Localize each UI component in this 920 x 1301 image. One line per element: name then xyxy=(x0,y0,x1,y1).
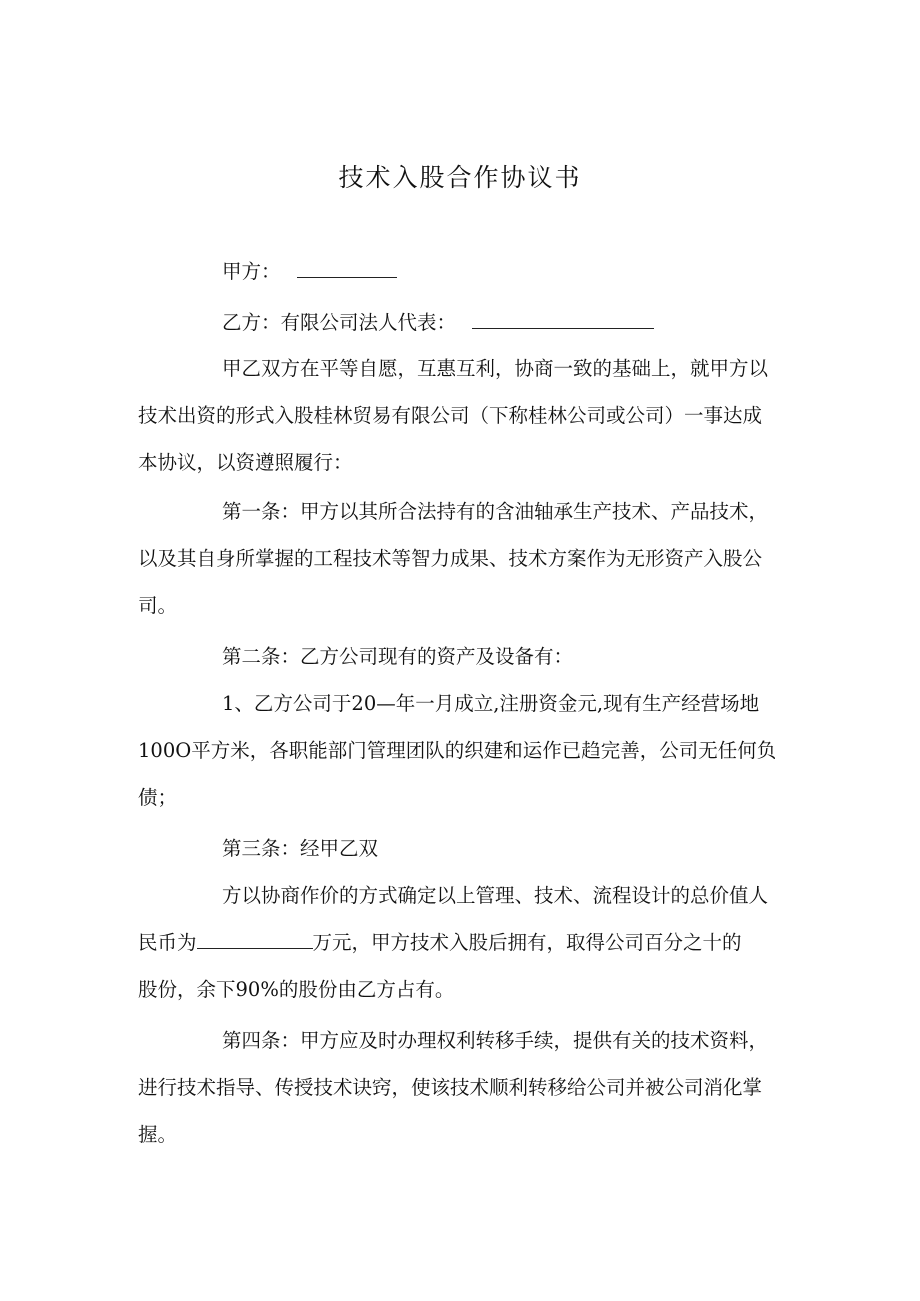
article-3-cont-line-2 xyxy=(138,929,742,957)
party-b-label: 乙方：有限公司法人代表： xyxy=(222,311,457,334)
party-a-line xyxy=(222,258,397,286)
document-title: 技术入股合作协议书 xyxy=(338,163,582,192)
party-a-blank xyxy=(297,259,397,278)
item-1-line-1: 1、乙方公司于20—年一月成立,注册资金元,现有生产经营场地 xyxy=(222,692,760,715)
price-prefix: 民币为 xyxy=(138,931,197,954)
price-blank xyxy=(197,930,313,949)
article-1-line-2: 以及其自身所掌握的工程技术等智力成果、技术方案作为无形资产入股公 xyxy=(138,547,763,570)
article-1-line-3: 司。 xyxy=(138,594,178,617)
article-3-cont-line-3: 股份，余下90%的股份由乙方占有。 xyxy=(138,978,455,1001)
article-3: 第三条：经甲乙双 xyxy=(222,837,379,860)
article-4-line-3: 握。 xyxy=(138,1123,178,1146)
price-suffix: 万元，甲方技术入股后拥有，取得公司百分之十的 xyxy=(312,931,742,954)
article-4-line-1: 第四条：甲方应及时办理权利转移手续，提供有关的技术资料， xyxy=(222,1029,769,1052)
item-1-line-2: 100O平方米，各职能部门管理团队的织建和运作已趋完善，公司无任何负 xyxy=(138,739,777,762)
article-1-line-1: 第一条：甲方以其所合法持有的含油轴承生产技术、产品技术， xyxy=(222,500,769,523)
party-a-label: 甲方： xyxy=(222,260,281,283)
party-b-blank xyxy=(472,310,654,329)
article-3-cont-line-1: 方以协商作价的方式确定以上管理、技术、流程设计的总价值人 xyxy=(222,884,769,907)
article-2: 第二条：乙方公司现有的资产及设备有： xyxy=(222,645,574,668)
item-1-line-3: 债； xyxy=(138,786,178,809)
preamble-line-2: 技术出资的形式入股桂林贸易有限公司（下称桂林公司或公司）一事达成 xyxy=(138,404,763,427)
preamble-line-3: 本协议，以资遵照履行： xyxy=(138,451,353,474)
party-b-line xyxy=(222,309,654,337)
preamble-line-1: 甲乙双方在平等自愿，互惠互利，协商一致的基础上，就甲方以 xyxy=(222,357,769,380)
article-4-line-2: 进行技术指导、传授技术诀窍，使该技术顺利转移给公司并被公司消化掌 xyxy=(138,1076,763,1099)
